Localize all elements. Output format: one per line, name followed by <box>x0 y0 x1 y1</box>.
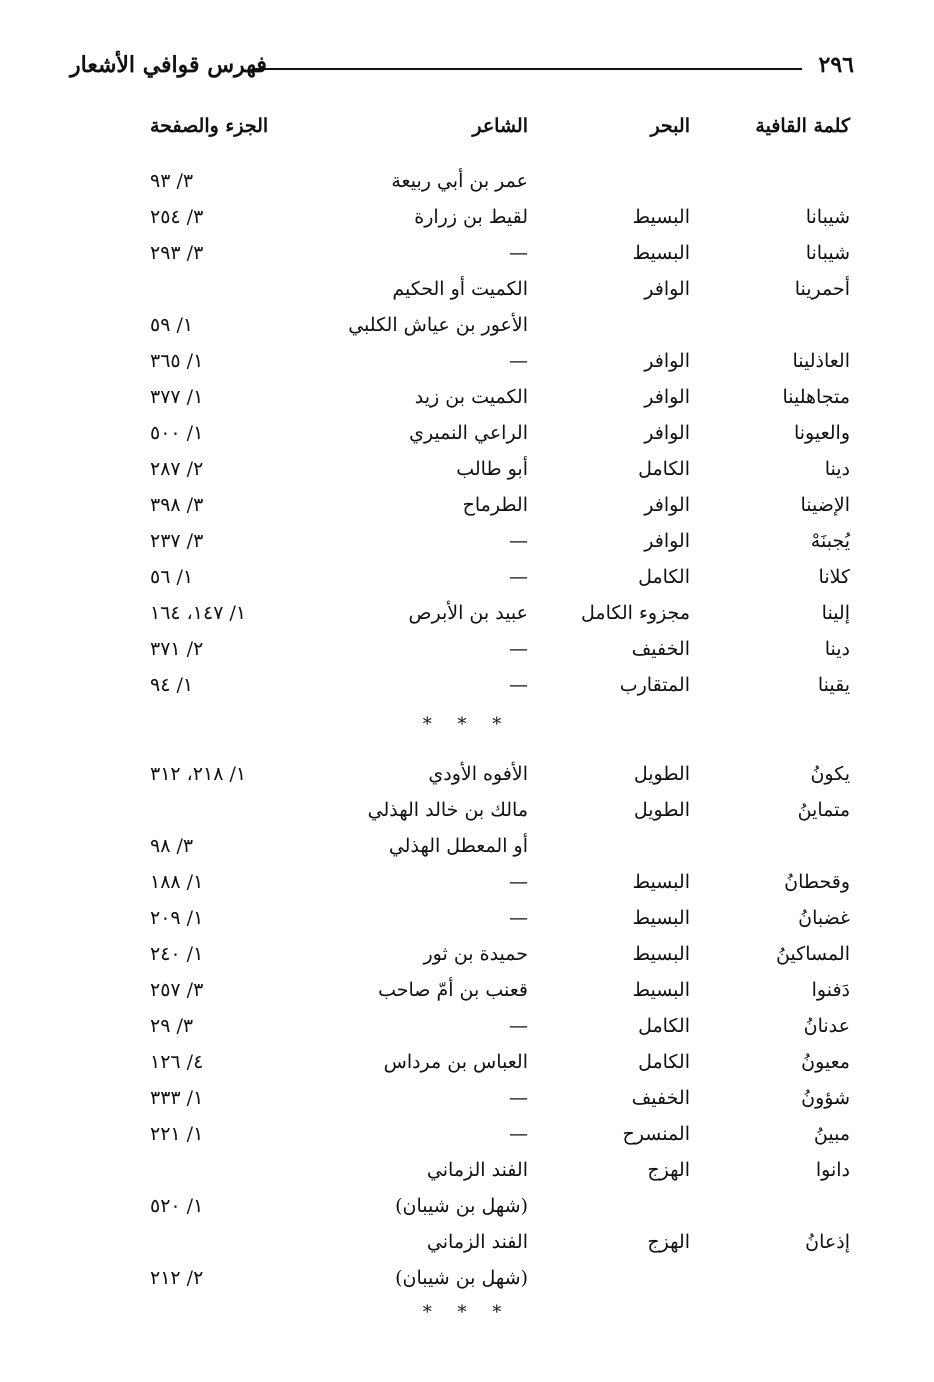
rhyme-word: يُجبنَهْ <box>810 530 850 552</box>
table-row <box>0 1260 934 1296</box>
volume-page: ٣/ ٢٩٣ <box>150 242 204 264</box>
poet: — <box>509 566 528 588</box>
volume-page: ١/ ٥٦ <box>150 566 194 588</box>
rhyme-word: يكونُ <box>810 763 850 785</box>
table-row <box>0 756 934 792</box>
meter: الطويل <box>633 799 690 821</box>
section-separator: * * * <box>422 714 512 735</box>
volume-page: ١/ ٣٦٥ <box>150 350 204 372</box>
rhyme-word: يقينا <box>817 674 850 696</box>
rhyme-word: شيبانا <box>805 242 850 264</box>
table-row <box>0 1224 934 1260</box>
header-volume-page: الجزء والصفحة <box>150 115 269 137</box>
volume-page: ٣/ ٢٩ <box>150 1015 194 1037</box>
poet: — <box>509 1123 528 1145</box>
meter: البسيط <box>632 979 690 1001</box>
poet: عبيد بن الأبرص <box>408 602 528 624</box>
meter: الهزج <box>647 1231 690 1253</box>
table-row <box>0 667 934 703</box>
volume-page: ١/ ٢٠٩ <box>150 907 204 929</box>
poet: مالك بن خالد الهذلي <box>367 799 528 821</box>
meter: البسيط <box>632 871 690 893</box>
meter: الوافر <box>644 494 690 516</box>
poet: (شهل بن شيبان) <box>395 1195 528 1217</box>
table-row <box>0 1152 934 1188</box>
rhyme-word: أحمرينا <box>794 278 850 300</box>
volume-page: ٣/ ٩٣ <box>150 170 194 192</box>
poet: (شهل بن شيبان) <box>395 1267 528 1289</box>
meter: المنسرح <box>622 1123 690 1145</box>
table-row <box>0 199 934 235</box>
page-header <box>70 52 854 88</box>
volume-page: ٣/ ٩٨ <box>150 835 194 857</box>
meter: الكامل <box>638 1051 690 1073</box>
poet: — <box>509 638 528 660</box>
volume-page <box>150 271 262 307</box>
table-row <box>0 379 934 415</box>
rhyme-word: متماينُ <box>797 799 850 821</box>
poet: — <box>509 1015 528 1037</box>
meter: البسيط <box>632 206 690 228</box>
rhyme-word: مبينُ <box>813 1123 850 1145</box>
rhyme-word: كلانا <box>818 566 850 588</box>
volume-page <box>150 1224 262 1260</box>
meter: الخفيف <box>631 638 690 660</box>
volume-page: ١/ ٥٩ <box>150 314 194 336</box>
poet: الفند الزماني <box>426 1159 528 1181</box>
header-rule <box>252 68 802 70</box>
poet: الكميت أو الحكيم <box>392 278 528 300</box>
table-row <box>0 595 934 631</box>
rhyme-word: عدنانُ <box>803 1015 850 1037</box>
table-row <box>0 235 934 271</box>
table-row <box>0 307 934 343</box>
table-row <box>0 631 934 667</box>
column-headers <box>0 112 934 142</box>
volume-page: ١/ ٣٧٧ <box>150 386 204 408</box>
poet: الراعي النميري <box>409 422 528 444</box>
poet: العباس بن مرداس <box>383 1051 528 1073</box>
volume-page: ١/ ٣٣٣ <box>150 1087 204 1109</box>
table-row <box>0 1044 934 1080</box>
rhyme-word: متجاهلينا <box>782 386 850 408</box>
meter: مجزوء الكامل <box>581 602 690 624</box>
table-row <box>0 343 934 379</box>
page-number: ٢٩٦ <box>818 52 854 78</box>
table-row <box>0 1188 934 1224</box>
table-row <box>0 451 934 487</box>
rhyme-word: المساكينُ <box>775 943 850 965</box>
rhyme-word: دينا <box>824 638 850 660</box>
volume-page: ١/ ١٨٨ <box>150 871 204 893</box>
volume-page: ٢/ ٣٧١ <box>150 638 204 660</box>
poet: — <box>509 871 528 893</box>
meter: الوافر <box>644 422 690 444</box>
volume-page: ٣/ ٢٣٧ <box>150 530 204 552</box>
volume-page: ١/ ٩٤ <box>150 674 194 696</box>
poet: أبو طالب <box>456 458 528 480</box>
meter: الوافر <box>644 350 690 372</box>
poet: الأعور بن عياش الكلبي <box>348 314 528 336</box>
table-row <box>0 900 934 936</box>
volume-page <box>150 792 262 828</box>
poet: — <box>509 1087 528 1109</box>
rhyme-word: وقحطانُ <box>784 871 850 893</box>
section-separator: * * * <box>422 1302 512 1323</box>
rhyme-word: شؤونُ <box>801 1087 850 1109</box>
poet: حميدة بن ثور <box>423 943 528 965</box>
table-row <box>0 559 934 595</box>
poet: الكميت بن زيد <box>414 386 528 408</box>
rhyme-word: دانوا <box>815 1159 850 1181</box>
rhyme-word: شيبانا <box>805 206 850 228</box>
running-title: فهرس قوافي الأشعار <box>70 52 267 78</box>
rhyme-word: دينا <box>824 458 850 480</box>
rhyme-word: الإضينا <box>800 494 850 516</box>
rhyme-word: والعيونا <box>793 422 850 444</box>
poet: عمر بن أبي ربيعة <box>391 170 528 192</box>
table-row <box>0 972 934 1008</box>
meter: الوافر <box>644 530 690 552</box>
poet: الأفوه الأودي <box>428 763 528 785</box>
table-row <box>0 415 934 451</box>
rhyme-word: إذعانُ <box>805 1231 850 1253</box>
poet: — <box>509 242 528 264</box>
table-row <box>0 936 934 972</box>
volume-page: ٤/ ١٢٦ <box>150 1051 204 1073</box>
poet: الفند الزماني <box>426 1231 528 1253</box>
poet: — <box>509 674 528 696</box>
table-row <box>0 864 934 900</box>
meter: الكامل <box>638 1015 690 1037</box>
volume-page: ٢/ ٢٨٧ <box>150 458 204 480</box>
header-meter: البحر <box>650 115 690 137</box>
rhyme-word: إلينا <box>821 602 850 624</box>
table-row <box>0 1008 934 1044</box>
rhyme-word: دَفنوا <box>811 979 850 1001</box>
table-row <box>0 1116 934 1152</box>
volume-page: ١/ ٢٤٠ <box>150 943 204 965</box>
meter: الطويل <box>633 763 690 785</box>
volume-page: ١/ ٥٠٠ <box>150 422 204 444</box>
rhyme-word: غضبانُ <box>798 907 850 929</box>
poet: لقيط بن زرارة <box>414 206 528 228</box>
volume-page: ١/ ٥٢٠ <box>150 1195 204 1217</box>
meter: الخفيف <box>631 1087 690 1109</box>
volume-page: ٢/ ٢١٢ <box>150 1267 204 1289</box>
poet: — <box>509 350 528 372</box>
volume-page: ١/ ١٤٧، ١٦٤ <box>150 602 247 624</box>
table-row <box>0 792 934 828</box>
volume-page <box>150 1152 262 1188</box>
meter: الكامل <box>638 458 690 480</box>
poet: — <box>509 907 528 929</box>
meter: الكامل <box>638 566 690 588</box>
poet: أو المعطل الهذلي <box>388 835 528 857</box>
header-rhyme-word: كلمة القافية <box>755 115 850 137</box>
poet: — <box>509 530 528 552</box>
meter: الوافر <box>644 278 690 300</box>
poet: الطرماح <box>462 494 528 516</box>
meter: البسيط <box>632 943 690 965</box>
volume-page: ٣/ ٢٥٧ <box>150 979 204 1001</box>
table-row <box>0 487 934 523</box>
volume-page: ١/ ٢١٨، ٣١٢ <box>150 763 247 785</box>
volume-page: ١/ ٢٢١ <box>150 1123 204 1145</box>
table-row <box>0 163 934 199</box>
rhyme-word: العاذلينا <box>792 350 850 372</box>
volume-page: ٣/ ٢٥٤ <box>150 206 204 228</box>
table-row <box>0 1080 934 1116</box>
rhyme-word: معيونُ <box>801 1051 850 1073</box>
meter: الهزج <box>647 1159 690 1181</box>
meter: المتقارب <box>619 674 690 696</box>
poet: قعنب بن أمّ صاحب <box>378 979 528 1001</box>
table-row <box>0 271 934 307</box>
table-row <box>0 828 934 864</box>
meter: الوافر <box>644 386 690 408</box>
header-poet: الشاعر <box>472 115 528 137</box>
meter: البسيط <box>632 907 690 929</box>
table-row <box>0 523 934 559</box>
volume-page: ٣/ ٣٩٨ <box>150 494 204 516</box>
meter: البسيط <box>632 242 690 264</box>
